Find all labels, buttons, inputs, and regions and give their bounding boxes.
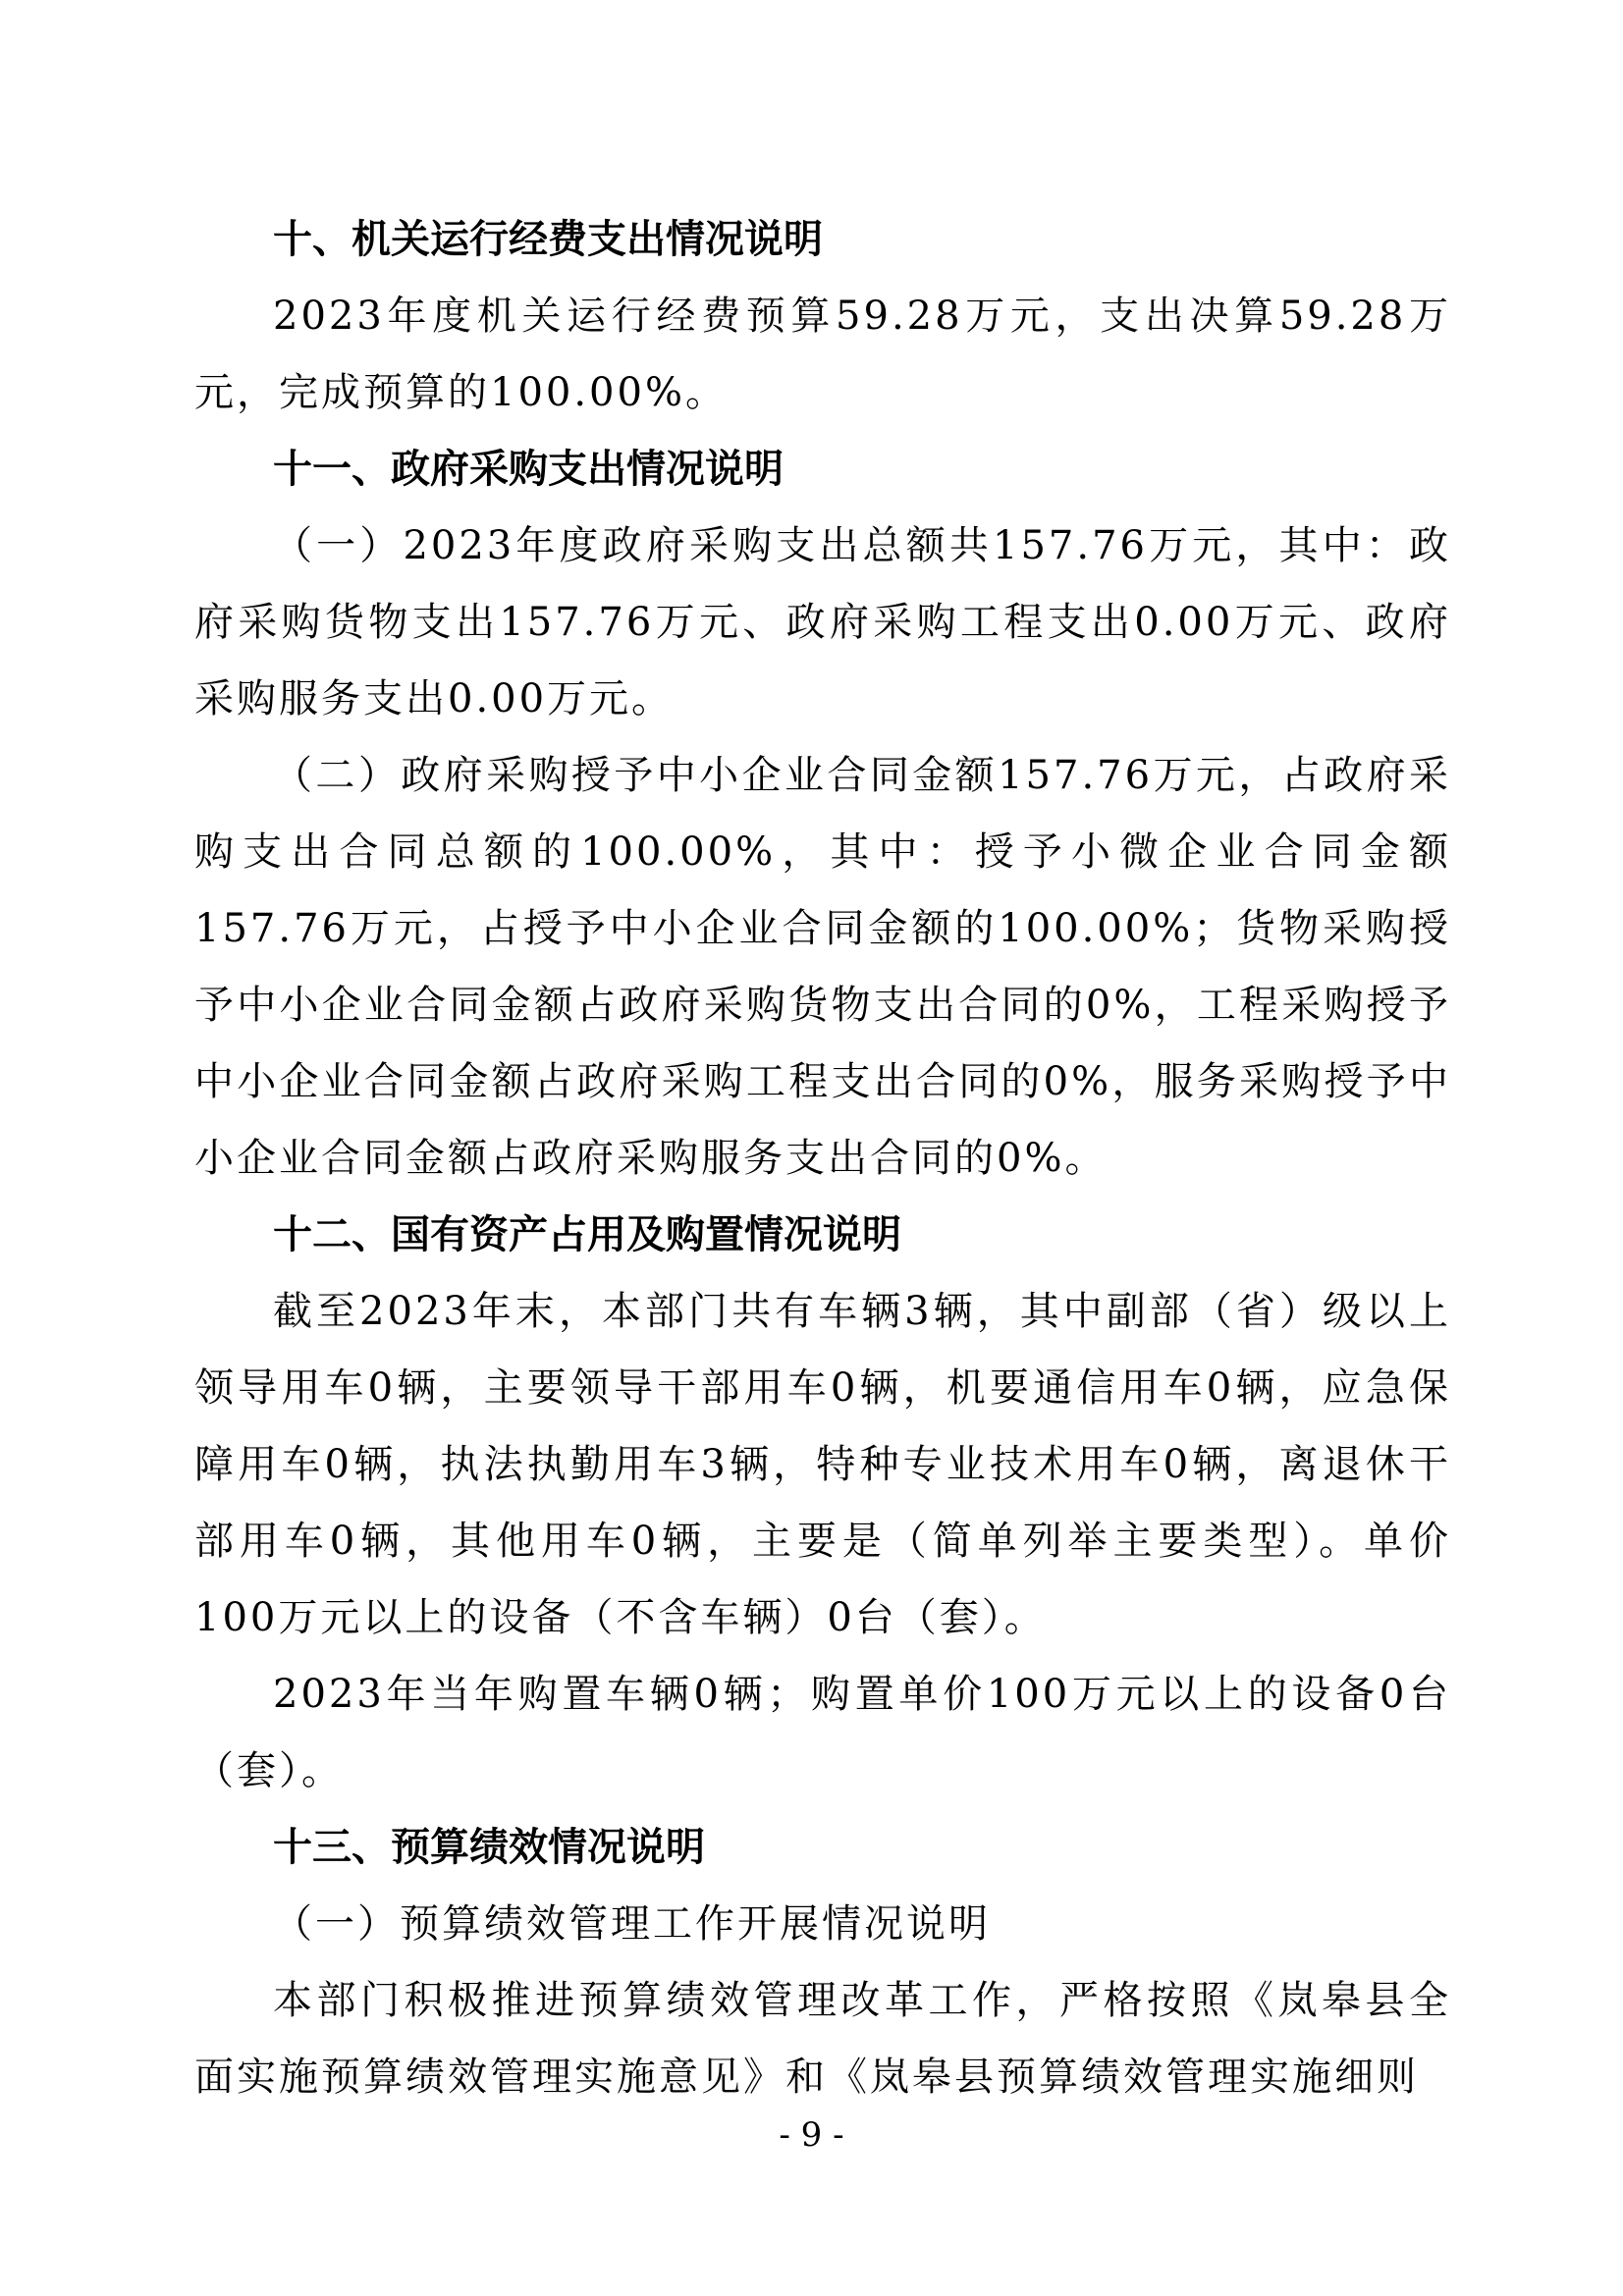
- section-13-paragraph-1: 本部门积极推进预算绩效管理改革工作，严格按照《岚皋县全面实施预算绩效管理实施意见》和《岚皋县预算绩效管理实施细则: [194, 1978, 1451, 2100]
- section-12-paragraph-1: 截至2023年末，本部门共有车辆3辆，其中副部（省）级以上领导用车0辆，主要领导干部用车0辆，机要通信用车0辆，应急保障用车0辆，执法执勤用车3辆，特种专业技术用车0辆，离退休干部用车0辆，其他用车0辆，主要是（简单列举主要类型）。单价100万元以上的设备（不含车辆）0台（套）。: [194, 1289, 1451, 1640]
- section-heading-10: 十、机关运行经费支出情况说明: [273, 217, 823, 262]
- page-content: [194, 201, 1451, 2115]
- page-number: - 9 -: [779, 2115, 844, 2155]
- section-heading-12: 十二、国有资产占用及购置情况说明: [273, 1212, 901, 1257]
- section-11-paragraph-2: （二）政府采购授予中小企业合同金额157.76万元，占政府采购支出合同总额的100.00%，其中：授予小微企业合同金额157.76万元，占授予中小企业合同金额的100.00%；货物采购授予中小企业合同金额占政府采购货物支出合同的0%，工程采购授予中小企业合同金额占政府采购工程支出合同的0%，服务采购授予中小企业合同金额占政府采购服务支出合同的0%。: [194, 753, 1451, 1181]
- section-heading-13: 十三、预算绩效情况说明: [273, 1825, 705, 1870]
- section-12-paragraph-2: 2023年当年购置车辆0辆；购置单价100万元以上的设备0台（套）。: [194, 1672, 1451, 1793]
- section-heading-11: 十一、政府采购支出情况说明: [273, 447, 784, 492]
- section-10-paragraph-1: 2023年度机关运行经费预算59.28万元，支出决算59.28万元，完成预算的100.00%。: [194, 294, 1451, 415]
- section-11-paragraph-1: （一）2023年度政府采购支出总额共157.76万元，其中：政府采购货物支出157.76万元、政府采购工程支出0.00万元、政府采购服务支出0.00万元。: [194, 523, 1451, 721]
- section-13-subheading-1: （一）预算绩效管理工作开展情况说明: [273, 1901, 991, 1947]
